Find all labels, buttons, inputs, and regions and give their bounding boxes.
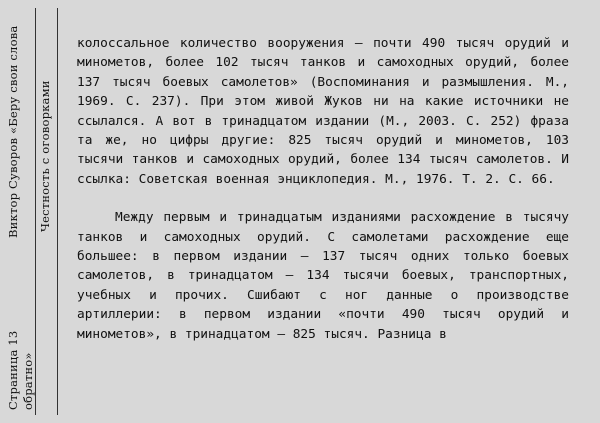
sidebar-divider [35,8,36,415]
sidebar-chapter-title: Честность с оговорками [38,80,52,232]
sidebar-page-number: Страница 13 [6,330,20,410]
paragraph: Между первым и тринадцатым изданиями расхождение в тысячу танков и самоходных орудий. С самолетами расхождение еще большее: в первом издании — 137 тысяч одних только боевых самолетов, в тринадцатом — 134 тысячи боевых, транспортных, учебных и прочих. Сшибают с ног данные о производстве артиллерии: в первом издании «почти 490 тысяч орудий и минометов», в тринадцатом — 825 тысяч. Разница в [77,210,569,342]
sidebar-divider [57,8,58,415]
sidebar-book-title: Виктор Суворов «Беру свои слова [6,25,20,238]
sidebar-back-word: обратно» [21,352,35,410]
paragraph: колоссальное количество вооружения — почти 490 тысяч орудий и минометов, более 102 тысяч танков и самоходных орудий, более 137 тысяч боевых самолетов» (Воспоминания и размышления. М., 1969. С. 237). При этом живой Жуков ни на какие источники не ссылался. А вот в тринадцатом издании (М., 2003. С. 252) фраза та же, но цифры другие: 825 тысяч орудий и минометов, 103 тысячи танков и самоходных орудий, более 134 тысяч самолетов. И ссылка: Советская военная энциклопедия. М., 1976. Т. 2. С. 66. [77,36,569,187]
page-text [77,34,569,344]
sidebar [0,0,58,423]
